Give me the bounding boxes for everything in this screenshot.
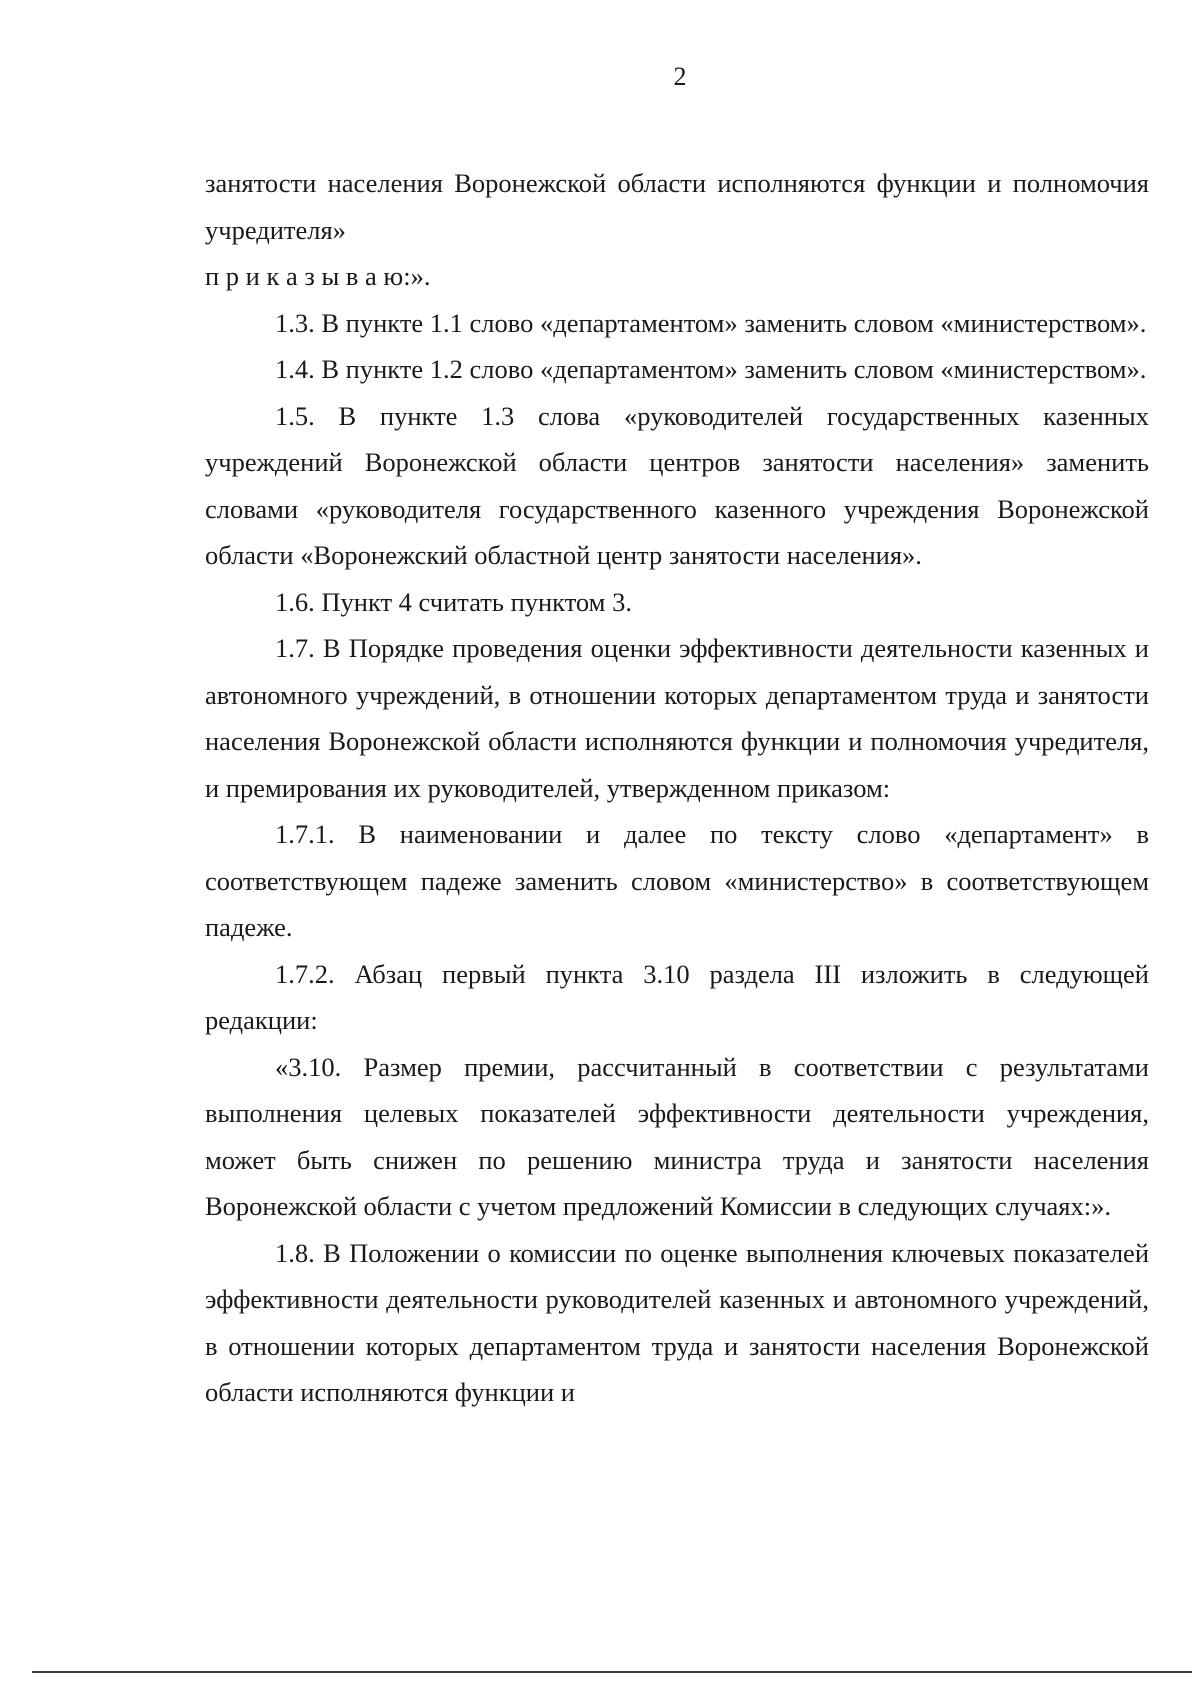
paragraph-1-7-1: 1.7.1. В наименовании и далее по тексту слово «департамент» в соответствующем падеже заменить словом «министерство» в соответствующем падеже. (205, 819, 1149, 942)
paragraph-1-3: 1.3. В пункте 1.1 слово «департаментом» заменить словом «министерством». (275, 307, 1147, 338)
paragraph-quote-3-10: «3.10. Размер премии, рассчитанный в соответствии с результатами выполнения целевых показателей эффективности деятельности учреждения, может быть снижен по решению министра труда и занятости населения Воронежской области с учетом предложений Комиссии в следующих случаях:». (205, 1051, 1149, 1221)
paragraph-continuation: занятости населения Воронежской области исполняются функции и полномочия учредителя» (205, 168, 1149, 245)
paragraph-1-8: 1.8. В Положении о комиссии по оценке выполнения ключевых показателей эффективности деятельности руководителей казенных и автономного учреждений, в отношении которых департаментом труда и занятости населения Воронежской области исполняются функции и (205, 1237, 1149, 1407)
paragraph-1-7-2: 1.7.2. Абзац первый пункта 3.10 раздела III изложить в следующей редакции: (205, 958, 1149, 1035)
document-body (205, 160, 1149, 1416)
page-number: 2 (673, 62, 687, 91)
paragraph-1-7: 1.7. В Порядке проведения оценки эффективности деятельности казенных и автономного учреждений, в отношении которых департаментом труда и занятости населения Воронежской области исполняются функции и полномочия учредителя, и премирования их руководителей, утвержденном приказом: (205, 633, 1149, 803)
scan-edge-line (32, 1671, 1192, 1673)
paragraph-1-4: 1.4. В пункте 1.2 слово «департаментом» заменить словом «министерством». (275, 354, 1147, 384)
paragraph-1-6: 1.6. Пункт 4 считать пунктом 3. (275, 586, 632, 617)
paragraph-order-word: п р и к а з ы в а ю:». (205, 261, 431, 291)
paragraph-1-5: 1.5. В пункте 1.3 слова «руководителей государственных казенных учреждений Воронежской области центров занятости населения» заменить словами «руководителя государственного казенного учреждения Воронежской области «Воронежский областной центр занятости населения». (205, 400, 1149, 570)
